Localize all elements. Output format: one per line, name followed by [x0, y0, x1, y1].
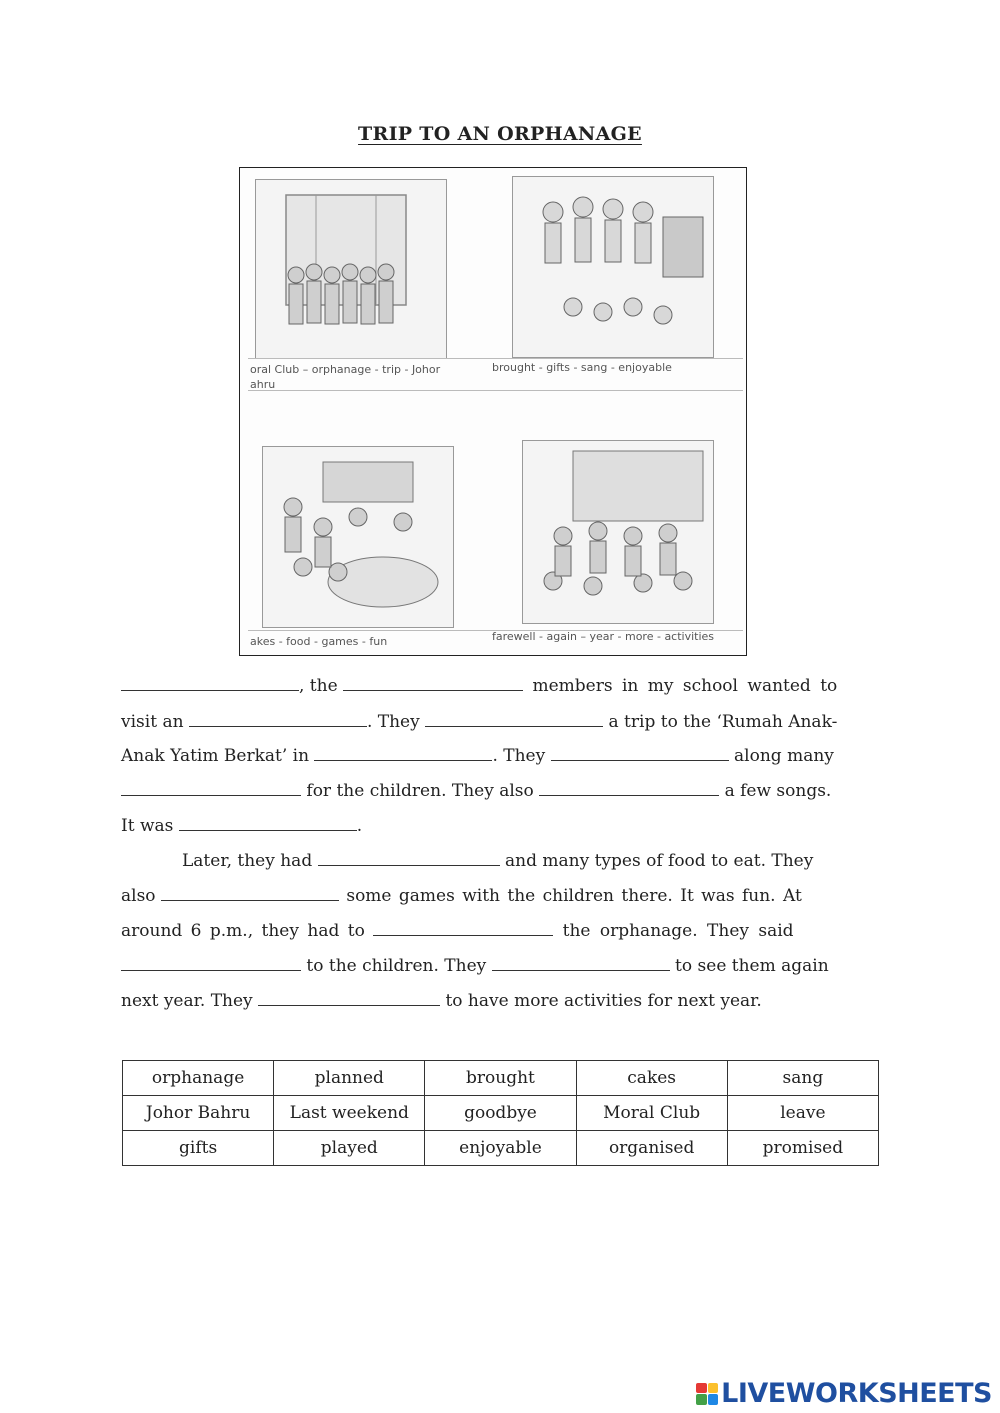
word-cell: promised — [727, 1131, 878, 1166]
word-bank-table — [122, 1060, 879, 1166]
picture-panel-singing — [512, 176, 714, 358]
passage-line: also some games with the children there. It was fun. At — [121, 886, 802, 906]
word-cell: Moral Club — [576, 1096, 727, 1131]
blank-12[interactable] — [373, 921, 553, 936]
blank-9[interactable] — [179, 816, 357, 831]
picture-composite — [239, 167, 747, 656]
blank-4[interactable] — [425, 712, 603, 727]
passage-line: Anak Yatim Berkat’ in . They along many — [121, 746, 834, 766]
word-cell: planned — [274, 1061, 425, 1096]
word-cell: Johor Bahru — [123, 1096, 274, 1131]
logo-text: LIVEWORKSHEETS — [721, 1378, 992, 1409]
blank-15[interactable] — [258, 991, 440, 1006]
word-cell: gifts — [123, 1131, 274, 1166]
logo-square — [708, 1394, 719, 1405]
blank-8[interactable] — [539, 781, 719, 796]
word-cell: Last weekend — [274, 1096, 425, 1131]
word-cell: enjoyable — [425, 1131, 576, 1166]
logo-square — [708, 1383, 719, 1394]
caption-panel-1-cont: ahru — [250, 378, 276, 391]
worksheet-title: TRIP TO AN ORPHANAGE — [358, 123, 642, 145]
word-cell: brought — [425, 1061, 576, 1096]
blank-3[interactable] — [189, 712, 367, 727]
table-row — [123, 1131, 879, 1166]
blank-2[interactable] — [343, 676, 523, 691]
word-cell: leave — [727, 1096, 878, 1131]
blank-10[interactable] — [318, 851, 500, 866]
blank-6[interactable] — [551, 746, 729, 761]
logo-mark-icon — [696, 1383, 718, 1405]
passage-line: next year. They to have more activities for next year. — [121, 991, 762, 1011]
logo-square — [696, 1383, 707, 1394]
picture-panel-food — [262, 446, 454, 628]
blank-14[interactable] — [492, 956, 670, 971]
blank-1[interactable] — [121, 676, 299, 691]
passage-line: visit an . They a trip to the ‘Rumah Anak- — [121, 712, 838, 732]
caption-panel-3: akes - food - games - fun — [250, 635, 388, 648]
blank-13[interactable] — [121, 956, 301, 971]
word-cell: cakes — [576, 1061, 727, 1096]
table-row — [123, 1096, 879, 1131]
word-cell: played — [274, 1131, 425, 1166]
word-cell: sang — [727, 1061, 878, 1096]
caption-panel-1: oral Club – orphanage - trip - Johor — [250, 363, 441, 376]
logo-square — [696, 1394, 707, 1405]
passage-line: , the members in my school wanted to — [121, 676, 879, 696]
picture-panel-bus-group — [255, 179, 447, 359]
word-cell: orphanage — [123, 1061, 274, 1096]
blank-5[interactable] — [314, 746, 492, 761]
liveworksheets-logo[interactable] — [696, 1378, 992, 1409]
passage-line: around 6 p.m., they had to the orphanage. They said — [121, 921, 794, 941]
picture-panel-farewell — [522, 440, 714, 624]
caption-divider — [248, 390, 743, 391]
word-cell: organised — [576, 1131, 727, 1166]
passage-line: for the children. They also a few songs. — [121, 781, 879, 801]
blank-7[interactable] — [121, 781, 301, 796]
caption-divider — [248, 358, 743, 359]
passage-line: to the children. They to see them again — [121, 956, 879, 976]
passage-line: Later, they had and many types of food to eat. They — [182, 851, 814, 871]
word-cell: goodbye — [425, 1096, 576, 1131]
passage-line: It was . — [121, 816, 363, 836]
blank-11[interactable] — [161, 886, 339, 901]
caption-panel-4: farewell - again – year - more - activities — [492, 630, 715, 643]
caption-panel-2: brought - gifts - sang - enjoyable — [492, 361, 672, 374]
table-row — [123, 1061, 879, 1096]
